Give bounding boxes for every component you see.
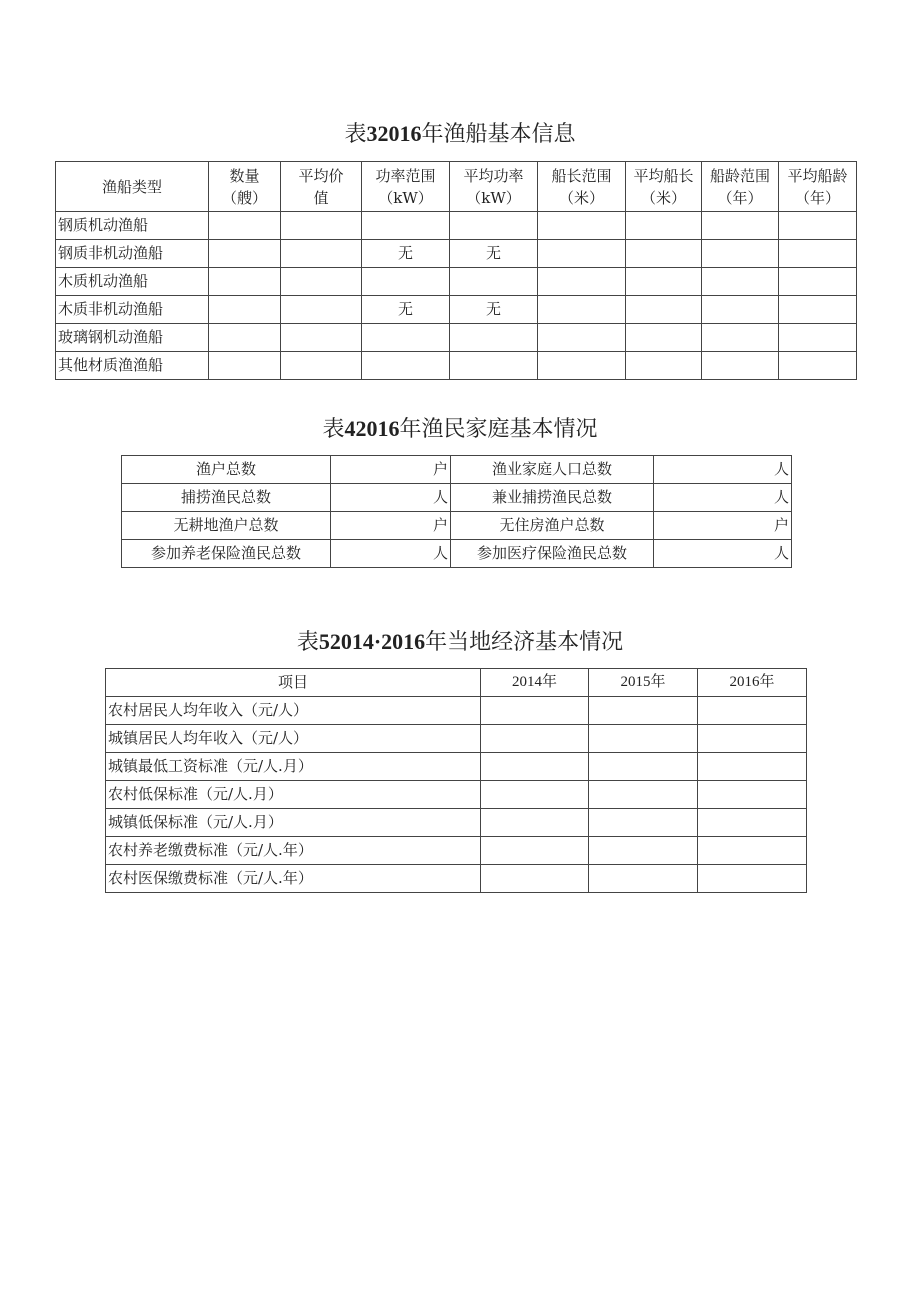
table-row (122, 540, 792, 568)
header-avg-age: 平均船龄 （年） (779, 162, 857, 212)
header-year-2016: 2016年 (698, 669, 807, 697)
value-2016-cell[interactable] (698, 865, 807, 893)
boat-type-cell: 钢质非机动渔船 (56, 240, 209, 268)
table-row (56, 324, 857, 352)
avg-age-cell[interactable] (779, 324, 857, 352)
economy-item-label: 城镇最低工资标准（元/人.月） (106, 753, 481, 781)
header-avg-power: 平均功率 （kW） (450, 162, 538, 212)
value-2015-cell[interactable] (589, 725, 698, 753)
header-boat-type: 渔船类型 (56, 162, 209, 212)
header-avg-price: 平均价 值 (281, 162, 362, 212)
value-2014-cell[interactable] (481, 697, 589, 725)
value-2014-cell[interactable] (481, 725, 589, 753)
length-range-cell[interactable] (538, 324, 626, 352)
table-row (106, 837, 807, 865)
table-row (122, 512, 792, 540)
household-label: 参加医疗保险渔民总数 (451, 540, 654, 568)
header-year-2015: 2015年 (589, 669, 698, 697)
avg-power-cell: 无 (450, 240, 538, 268)
count-cell[interactable] (209, 296, 281, 324)
economy-item-label: 农村医保缴费标准（元/人.年） (106, 865, 481, 893)
table3-title-text: 年渔船基本信息 (421, 122, 576, 147)
age-range-cell[interactable] (702, 324, 779, 352)
household-label: 兼业捕捞渔民总数 (451, 484, 654, 512)
header-item: 项目 (106, 669, 481, 697)
price-cell[interactable] (281, 212, 362, 240)
avg-power-cell[interactable] (450, 324, 538, 352)
value-2016-cell[interactable] (698, 697, 807, 725)
value-2016-cell[interactable] (698, 809, 807, 837)
count-cell[interactable] (209, 268, 281, 296)
fisher-household-table (121, 455, 792, 568)
boat-type-cell: 玻璃钢机动渔船 (56, 324, 209, 352)
value-2014-cell[interactable] (481, 753, 589, 781)
age-range-cell[interactable] (702, 296, 779, 324)
table3-title (0, 119, 920, 150)
fishing-boat-table (55, 161, 857, 380)
household-unit-input[interactable]: 户 (331, 512, 451, 540)
count-cell[interactable] (209, 212, 281, 240)
table-row (122, 484, 792, 512)
avg-length-cell[interactable] (626, 324, 702, 352)
household-label: 渔户总数 (122, 456, 331, 484)
avg-power-cell[interactable] (450, 352, 538, 380)
economy-item-label: 农村居民人均年收入（元/人） (106, 697, 481, 725)
avg-length-cell[interactable] (626, 352, 702, 380)
value-2015-cell[interactable] (589, 697, 698, 725)
table3-title-number: 32016 (366, 121, 422, 146)
length-range-cell[interactable] (538, 212, 626, 240)
value-2016-cell[interactable] (698, 725, 807, 753)
power-range-cell[interactable] (362, 352, 450, 380)
boat-type-cell: 其他材质渔渔船 (56, 352, 209, 380)
value-2015-cell[interactable] (589, 837, 698, 865)
avg-power-cell: 无 (450, 296, 538, 324)
boat-type-cell: 钢质机动渔船 (56, 212, 209, 240)
price-cell[interactable] (281, 268, 362, 296)
power-range-cell: 无 (362, 296, 450, 324)
value-2016-cell[interactable] (698, 837, 807, 865)
avg-age-cell[interactable] (779, 240, 857, 268)
economy-item-label: 城镇居民人均年收入（元/人） (106, 725, 481, 753)
power-range-cell[interactable] (362, 212, 450, 240)
boat-type-cell: 木质非机动渔船 (56, 296, 209, 324)
table5-title-prefix: 表 (296, 630, 319, 655)
household-label: 渔业家庭人口总数 (451, 456, 654, 484)
value-2015-cell[interactable] (589, 753, 698, 781)
economy-item-label: 农村养老缴费标准（元/人.年） (106, 837, 481, 865)
household-unit-input[interactable]: 人 (331, 484, 451, 512)
household-label: 参加养老保险渔民总数 (122, 540, 331, 568)
value-2014-cell[interactable] (481, 837, 589, 865)
avg-power-cell[interactable] (450, 268, 538, 296)
value-2014-cell[interactable] (481, 809, 589, 837)
boat-type-cell: 木质机动渔船 (56, 268, 209, 296)
table-row (56, 240, 857, 268)
value-2015-cell[interactable] (589, 865, 698, 893)
table4-title-number: 42016 (344, 416, 400, 441)
avg-length-cell[interactable] (626, 268, 702, 296)
household-label: 捕捞渔民总数 (122, 484, 331, 512)
price-cell[interactable] (281, 296, 362, 324)
power-range-cell: 无 (362, 240, 450, 268)
power-range-cell[interactable] (362, 268, 450, 296)
header-avg-length: 平均船长 （米） (626, 162, 702, 212)
price-cell[interactable] (281, 324, 362, 352)
household-unit-input[interactable]: 人 (654, 540, 792, 568)
table-row (106, 865, 807, 893)
length-range-cell[interactable] (538, 296, 626, 324)
table-row (106, 809, 807, 837)
value-2015-cell[interactable] (589, 809, 698, 837)
table4-title-prefix: 表 (322, 417, 345, 442)
count-cell[interactable] (209, 240, 281, 268)
length-range-cell[interactable] (538, 240, 626, 268)
avg-age-cell[interactable] (779, 212, 857, 240)
table4-title-text: 年渔民家庭基本情况 (399, 417, 598, 442)
age-range-cell[interactable] (702, 212, 779, 240)
household-unit-input[interactable]: 人 (331, 540, 451, 568)
price-cell[interactable] (281, 240, 362, 268)
header-power-range: 功率范围 （kW） (362, 162, 450, 212)
avg-length-cell[interactable] (626, 240, 702, 268)
length-range-cell[interactable] (538, 268, 626, 296)
avg-length-cell[interactable] (626, 296, 702, 324)
table5-title (0, 627, 920, 658)
value-2015-cell[interactable] (589, 781, 698, 809)
value-2014-cell[interactable] (481, 865, 589, 893)
age-range-cell[interactable] (702, 352, 779, 380)
table3-title-prefix: 表 (344, 122, 367, 147)
economy-item-label: 农村低保标准（元/人.月） (106, 781, 481, 809)
table-row (106, 753, 807, 781)
table-row (106, 781, 807, 809)
table-row (56, 296, 857, 324)
header-length-range: 船长范围 （米） (538, 162, 626, 212)
count-cell[interactable] (209, 324, 281, 352)
household-unit-input[interactable]: 户 (331, 456, 451, 484)
value-2014-cell[interactable] (481, 781, 589, 809)
table5-title-number: 52014·2016 (318, 629, 426, 654)
header-year-2014: 2014年 (481, 669, 589, 697)
table-row (106, 725, 807, 753)
household-label: 无耕地渔户总数 (122, 512, 331, 540)
household-unit-input[interactable]: 户 (654, 512, 792, 540)
table-row (122, 456, 792, 484)
household-label: 无住房渔户总数 (451, 512, 654, 540)
value-2016-cell[interactable] (698, 781, 807, 809)
table-row (56, 352, 857, 380)
table-row (56, 268, 857, 296)
table4-title (0, 414, 920, 445)
avg-age-cell[interactable] (779, 268, 857, 296)
avg-age-cell[interactable] (779, 296, 857, 324)
local-economy-table (105, 668, 807, 893)
avg-length-cell[interactable] (626, 212, 702, 240)
table-row (106, 697, 807, 725)
header-age-range: 船龄范围 （年） (702, 162, 779, 212)
table5-title-text: 年当地经济基本情况 (425, 630, 624, 655)
table3-header-row (56, 162, 857, 212)
avg-power-cell[interactable] (450, 212, 538, 240)
age-range-cell[interactable] (702, 240, 779, 268)
price-cell[interactable] (281, 352, 362, 380)
value-2016-cell[interactable] (698, 753, 807, 781)
count-cell[interactable] (209, 352, 281, 380)
age-range-cell[interactable] (702, 268, 779, 296)
header-count: 数量 （艘） (209, 162, 281, 212)
household-unit-input[interactable]: 人 (654, 484, 792, 512)
household-unit-input[interactable]: 人 (654, 456, 792, 484)
table-row (56, 212, 857, 240)
length-range-cell[interactable] (538, 352, 626, 380)
power-range-cell[interactable] (362, 324, 450, 352)
economy-item-label: 城镇低保标准（元/人.月） (106, 809, 481, 837)
table5-header-row (106, 669, 807, 697)
avg-age-cell[interactable] (779, 352, 857, 380)
